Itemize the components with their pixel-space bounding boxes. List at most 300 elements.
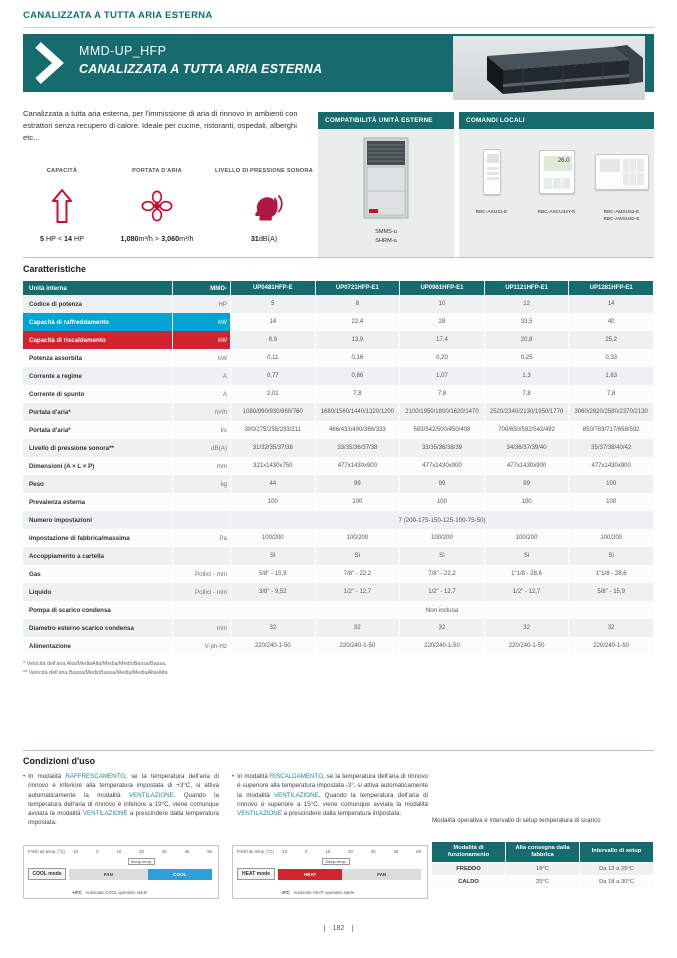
- row-value: 100: [569, 475, 654, 493]
- condition-text-seg: VENTILAZIONE: [82, 810, 128, 818]
- row-value: 583/542/500/450/408: [400, 421, 485, 439]
- row-value: 100: [231, 493, 316, 511]
- table-row: [23, 583, 654, 601]
- row-value: 5: [231, 295, 316, 313]
- diagram-tick: 0: [96, 849, 99, 854]
- row-label: Impostazione di fabbrica/massima: [23, 529, 173, 547]
- row-value: 7,8: [316, 385, 401, 403]
- header-band: [23, 34, 654, 92]
- spec-item: [23, 168, 101, 243]
- diagram-bar: [278, 858, 421, 880]
- condition-text-seg: . Quando la temperatura dell'aria di rinnovo è superiore a 15°C, viene comunque avviata la modalità: [237, 791, 428, 808]
- table-header-model: UP0481HFP-E: [231, 281, 316, 295]
- setup-table-row: [432, 876, 654, 889]
- condition-text-seg: VENTILAZIONE: [237, 810, 282, 818]
- table-header-model: UP0961HFP-E1: [400, 281, 485, 295]
- row-value: 5/8" - 15,9: [231, 565, 316, 583]
- diagram-note: [72, 890, 147, 895]
- diagram-tick: 50: [207, 849, 212, 854]
- table-row: [23, 349, 654, 367]
- compat-caption-line2: SHRM-a: [375, 237, 397, 244]
- diagram-tick: 20: [139, 849, 144, 854]
- row-value: 32: [485, 619, 570, 637]
- remote-column-2: [524, 141, 589, 257]
- setup-cell: 25°C: [506, 876, 580, 889]
- row-value: 0,33: [569, 349, 654, 367]
- row-unit: [173, 547, 231, 565]
- controller-buttons: [544, 178, 570, 189]
- condition-bullet: [232, 772, 428, 828]
- characteristics-table: [23, 281, 654, 655]
- table-footnotes: [23, 660, 168, 678]
- fan-icon: [140, 184, 174, 228]
- row-value: 220/240-1-50: [569, 637, 654, 655]
- page-title: CANALIZZATA A TUTTA ARIA ESTERNA: [79, 62, 323, 76]
- panel-comandi-body: [459, 129, 654, 257]
- diagram-tick: 10: [325, 849, 331, 854]
- spec-list: [23, 168, 315, 243]
- page-number-value: 182: [324, 925, 354, 932]
- row-value: Sì: [400, 547, 485, 565]
- row-label: Portata d'aria*: [23, 403, 173, 421]
- row-value: 8: [316, 295, 401, 313]
- spec-value-seg: HP: [72, 234, 85, 243]
- condition-text-seg: RAFFRESCAMENTO: [65, 773, 126, 780]
- table-row: [23, 313, 654, 331]
- spec-label: LIVELLO DI PRESSIONE SONORA: [215, 168, 313, 174]
- bullet-dot: •: [23, 773, 26, 780]
- conditions-columns: [23, 772, 429, 828]
- row-unit: kW: [173, 349, 231, 367]
- row-label: Capacità di raffreddamento: [23, 313, 173, 331]
- diagram-tick: 40: [184, 849, 190, 854]
- page-eyebrow: CANALIZZATA A TUTTA ARIA ESTERNA: [23, 10, 213, 21]
- row-unit: l/s: [173, 421, 231, 439]
- row-unit: mm: [173, 619, 231, 637]
- setup-cell: 18°C: [506, 863, 580, 876]
- row-merged-value: Non inclusa: [231, 601, 654, 619]
- diagram-bar-row: [237, 858, 421, 880]
- row-unit: [173, 511, 231, 529]
- table-row: [23, 457, 654, 475]
- wall-controller-image: [539, 150, 575, 194]
- row-value: 12: [485, 295, 570, 313]
- row-label: Pompa di scarico condensa: [23, 601, 173, 619]
- row-value: 100/200: [485, 529, 570, 547]
- row-value: 25,2: [569, 331, 654, 349]
- diagram-tick: 50: [416, 849, 421, 854]
- diagram-tick: 0: [305, 849, 308, 854]
- table-row: [23, 295, 654, 313]
- row-value: 477x1430x900: [400, 457, 485, 475]
- row-value: 14: [231, 313, 316, 331]
- panel-compatibilita-title: COMPATIBILITÀ UNITÀ ESTERNE: [318, 112, 454, 129]
- sound-pressure-head-icon: [245, 184, 283, 228]
- top-rule: [23, 27, 654, 28]
- table-row: [23, 511, 654, 529]
- row-value: 1/2" - 12,7: [316, 583, 401, 601]
- setup-cell: Da 13 a 25°C: [580, 863, 654, 876]
- diagram-tick: 30: [370, 849, 376, 854]
- spec-value: [251, 234, 277, 243]
- row-label: Potenza assorbita: [23, 349, 173, 367]
- diagram-cool: [23, 845, 219, 899]
- row-value: 1/2" - 12,7: [485, 583, 570, 601]
- spec-item: [101, 168, 213, 243]
- compat-caption: [318, 228, 454, 245]
- diagram-segment-fan: FAN: [342, 869, 421, 880]
- diagram-scale: [281, 849, 421, 854]
- diagram-bar: [69, 858, 212, 880]
- remote-caption-3-line2: RBC-AWSU52-E: [603, 217, 640, 223]
- row-value: 2100/1950/1800/1620/1470: [400, 403, 485, 421]
- product-photo: [453, 36, 645, 100]
- remote-screen: [487, 154, 499, 163]
- table-row: [23, 601, 654, 619]
- condition-text-seg: . Quando la temperatura dell'aria di rinnovo è inferiore a 19°C, viene comunque avviata la modalità: [28, 791, 219, 818]
- panel-controller-image: [595, 154, 649, 190]
- condition-text-seg: , se la temperatura dell'aria di rinnovo è superiore alla temperatura impostata -3°, si attiva automaticamente la modalità: [237, 773, 428, 799]
- row-value: 28: [400, 313, 485, 331]
- table-row: [23, 403, 654, 421]
- row-unit: dB(A): [173, 439, 231, 457]
- diagram-tick: 20: [348, 849, 353, 854]
- setup-cell: Da 18 a 30°C: [580, 876, 654, 889]
- remote-column-1: [459, 141, 524, 257]
- diagram-offset: +3°C: [72, 890, 82, 895]
- table-row: [23, 637, 654, 655]
- condition-text: [237, 772, 428, 828]
- remote-caption-1: RBC-AXU31-E: [475, 210, 508, 215]
- spec-label: CAPACITÀ: [46, 168, 78, 174]
- row-unit: [173, 493, 231, 511]
- row-label: Prevalenza esterna: [23, 493, 173, 511]
- table-row: [23, 547, 654, 565]
- condition-text-seg: a prescindere dalla temperatura impostata.: [281, 810, 402, 818]
- row-value: 1080/990/930/860/760: [231, 403, 316, 421]
- spec-item: [213, 168, 315, 243]
- conditions-title: Condizioni d'uso: [23, 756, 96, 766]
- table-header-label: Unità interna: [23, 281, 173, 295]
- ducted-unit-illustration: [453, 36, 645, 100]
- row-unit: kg: [173, 475, 231, 493]
- chevron-icon: [33, 42, 65, 84]
- panel-comandi: [459, 112, 654, 257]
- condition-text-seg: a prescindere dalla temperatura impostata.: [28, 810, 219, 827]
- spec-value-seg: 5: [39, 234, 44, 243]
- spec-value-seg: m³/h: [179, 234, 194, 243]
- condition-text-seg: In modalità: [28, 773, 66, 780]
- table-row: [23, 385, 654, 403]
- compat-caption-line1: SMMS-u: [375, 229, 397, 236]
- row-value: 35/37/38/40/42: [569, 439, 654, 457]
- row-unit: A: [173, 367, 231, 385]
- spec-value: [40, 234, 84, 243]
- row-value: 1,3: [485, 367, 570, 385]
- row-value: 32: [316, 619, 401, 637]
- row-value: 850/783/717/658/592: [569, 421, 654, 439]
- condition-text-seg: RISCALDAMENTO: [269, 773, 324, 780]
- row-value: 99: [400, 475, 485, 493]
- row-value: 31/32/35/37/38: [231, 439, 316, 457]
- row-label: Portata d'aria*: [23, 421, 173, 439]
- diagram-axis-label: Fresh air temp. (°C): [237, 849, 274, 854]
- diagram-segment-heat: HEAT: [278, 869, 342, 880]
- row-value: 13,9: [316, 331, 401, 349]
- row-value: 22,4: [316, 313, 401, 331]
- setup-table-header-row: [432, 842, 654, 863]
- row-label: Peso: [23, 475, 173, 493]
- row-value: 700/650/592/542/492: [485, 421, 570, 439]
- row-value: 32: [400, 619, 485, 637]
- spec-value-seg: 31: [250, 234, 259, 243]
- controller-display: 26.0: [544, 156, 572, 171]
- table-row: [23, 367, 654, 385]
- spec-value-seg: 3,060: [161, 234, 180, 243]
- comandi-remotes: [459, 129, 654, 257]
- row-value: 477x1430x900: [485, 457, 570, 475]
- table-row: [23, 565, 654, 583]
- row-value: 10: [400, 295, 485, 313]
- remote-caption-3: [603, 209, 639, 223]
- spec-label: PORTATA D'ARIA: [132, 168, 182, 174]
- table-header-model: UP0721HFP-E1: [316, 281, 401, 295]
- condition-text-seg: , se la temperatura dell'aria di rinnovo è inferiore alla temperatura impostata di +3°C, si attiva automaticamente la modalità: [28, 773, 219, 799]
- setup-header-cell: Intervallo di setup: [580, 842, 654, 863]
- diagram-setup-label: Setup temp.: [322, 858, 350, 865]
- row-value: 3/8" - 9,52: [231, 583, 316, 601]
- setup-caption: Modalità operativa e intervallo di setup temperatura di scarico: [432, 817, 601, 824]
- row-value: 300/275/258/233/211: [231, 421, 316, 439]
- diagram-bar-row: [28, 858, 212, 880]
- diagram-mode-label: HEAT mode: [237, 868, 275, 880]
- row-value: 40: [569, 313, 654, 331]
- remote-column-3: [589, 141, 654, 257]
- remote-caption-3-line1: RBC-AMSU52-E: [603, 210, 640, 215]
- remote-caption-2: RBC-ASCU32Y-E: [537, 210, 576, 215]
- row-value: Sì: [569, 547, 654, 565]
- row-value: 33/35/36/37/38: [316, 439, 401, 457]
- diagram-scale: [72, 849, 212, 854]
- row-label: Diametro esterno scarico condensa: [23, 619, 173, 637]
- header-titles: [79, 44, 322, 76]
- row-value: 1,83: [569, 367, 654, 385]
- row-value: 0,11: [231, 349, 316, 367]
- wired-remote-image: [483, 149, 501, 195]
- diagram-mode-label: COOL mode: [28, 868, 66, 880]
- row-value: 100/200: [400, 529, 485, 547]
- row-value: 1680/1560/1440/1320/1200: [316, 403, 401, 421]
- row-unit: m³/h: [173, 403, 231, 421]
- row-value: 100: [569, 493, 654, 511]
- table-row: [23, 439, 654, 457]
- row-value: 466/433/400/366/333: [316, 421, 401, 439]
- row-value: 34/36/37/39/40: [485, 439, 570, 457]
- row-value: 100/200: [569, 529, 654, 547]
- row-value: 7/8" - 22,2: [316, 565, 401, 583]
- panel-compatibilita: [318, 112, 454, 257]
- row-value: 1"1/8 - 28,6: [569, 565, 654, 583]
- row-value: 220/240-1-50: [400, 637, 485, 655]
- row-unit: V-ph-Hz: [173, 637, 231, 655]
- row-value: 8,9: [231, 331, 316, 349]
- row-value: 0,16: [316, 349, 401, 367]
- row-value: Sì: [231, 547, 316, 565]
- diagram-setup-label: Setup temp.: [128, 858, 156, 865]
- row-value: 32: [231, 619, 316, 637]
- diagram-note: [281, 890, 354, 895]
- row-merged-value: 7 (200-175-150-125-100-75-50): [231, 511, 654, 529]
- row-value: 0,25: [485, 349, 570, 367]
- condition-text-seg: VENTILAZIONE: [128, 791, 174, 799]
- row-value: 321x1430x750: [231, 457, 316, 475]
- setup-table: [432, 842, 654, 889]
- row-value: 220/240-1-50: [231, 637, 316, 655]
- diagram-tick: -10: [72, 849, 79, 854]
- setup-cell: FREDDO: [432, 863, 506, 876]
- footnote-2: ** Velocità dell'aria Bassa/MedioBassa/Media/MediaAlta/Alta: [23, 670, 168, 677]
- diagram-note-text: Automatic COOL operation starts: [85, 890, 148, 895]
- panel-comandi-title: COMANDI LOCALI: [459, 112, 654, 129]
- row-value: 100: [485, 493, 570, 511]
- capacity-arrow-icon: [51, 184, 73, 228]
- diagram-segment-fan: FAN: [69, 869, 148, 880]
- table-row: [23, 331, 654, 349]
- row-value: 33,5: [485, 313, 570, 331]
- row-value: Sì: [485, 547, 570, 565]
- diagram-tick: -10: [281, 849, 288, 854]
- condition-text-seg: In modalità: [237, 773, 270, 780]
- row-value: 100/200: [316, 529, 401, 547]
- row-unit: [173, 601, 231, 619]
- row-value: 2,01: [231, 385, 316, 403]
- diagram-heat: [232, 845, 428, 899]
- row-label: Alimentazione: [23, 637, 173, 655]
- row-value: 0,20: [400, 349, 485, 367]
- row-value: 1"1/8 - 28,6: [485, 565, 570, 583]
- row-value: 7,8: [569, 385, 654, 403]
- row-value: 100/200: [231, 529, 316, 547]
- setup-table-row: [432, 863, 654, 876]
- diagram-note-text: Automatic HEAT operation starts: [293, 890, 355, 895]
- row-label: Numero impostazioni: [23, 511, 173, 529]
- condition-text: [28, 772, 219, 828]
- table-row: [23, 529, 654, 547]
- condition-bullet: [23, 772, 219, 828]
- row-label: Codice di potenza: [23, 295, 173, 313]
- page-number: [0, 925, 677, 932]
- row-value: 100: [400, 493, 485, 511]
- row-value: 1/2" - 12,7: [400, 583, 485, 601]
- row-label: Liquido: [23, 583, 173, 601]
- diagram-offset: -3°C: [281, 890, 290, 895]
- row-value: 14: [569, 295, 654, 313]
- section-rule-conditions: [23, 750, 654, 751]
- setup-header-cell: Modalità di funzionamento: [432, 842, 506, 863]
- bullet-dot: •: [232, 773, 235, 780]
- row-label: Dimensioni (A × L × P): [23, 457, 173, 475]
- row-value: 99: [485, 475, 570, 493]
- row-value: 0,86: [316, 367, 401, 385]
- row-value: 0,77: [231, 367, 316, 385]
- model-name: MMD-UP_HFP: [79, 44, 167, 58]
- spec-value-seg: dB(A): [258, 234, 278, 243]
- row-value: 477x1430x900: [569, 457, 654, 475]
- row-value: 220/240-1-50: [316, 637, 401, 655]
- spec-value-seg: 14: [64, 234, 73, 243]
- panel-controller-screen: [600, 159, 620, 172]
- row-label: Accoppiamento a cartella: [23, 547, 173, 565]
- diagram-tick: 10: [116, 849, 122, 854]
- section-rule-characteristics: [23, 257, 654, 258]
- row-value: 477x1430x900: [316, 457, 401, 475]
- row-unit: mm: [173, 457, 231, 475]
- table-row: [23, 421, 654, 439]
- diagram-axis-label: Fresh air temp. (°C): [28, 849, 65, 854]
- setup-cell: CALDO: [432, 876, 506, 889]
- panel-compatibilita-body: [318, 129, 454, 257]
- setup-header-cell: Alla consegna dalla fabbrica: [506, 842, 580, 863]
- intro-paragraph: Canalizzata a tutta aria esterna, per l'immissione di aria di rinnovo in ambienti con estrattori senza recupero di calore. Ideale per cucine, ristoranti, ospedali, alberghi etc...: [23, 109, 298, 142]
- row-value: Sì: [316, 547, 401, 565]
- row-unit: A: [173, 385, 231, 403]
- row-value: 32: [569, 619, 654, 637]
- spec-value: [121, 234, 194, 243]
- row-label: Capacità di riscaldamento: [23, 331, 173, 349]
- row-value: 7,8: [400, 385, 485, 403]
- table-header-model: UP1121HFP-E1: [485, 281, 570, 295]
- spec-value-seg: HP <: [43, 234, 65, 243]
- row-value: 7/8" - 22,2: [400, 565, 485, 583]
- table-header-row: [23, 281, 654, 295]
- characteristics-title: Caratteristiche: [23, 264, 87, 274]
- table-row: [23, 619, 654, 637]
- spec-value-seg: m³/h >: [138, 234, 162, 243]
- table-row: [23, 475, 654, 493]
- row-label: Livello di pressione sonora**: [23, 439, 173, 457]
- diagram-tick: 30: [161, 849, 167, 854]
- row-value: 1,07: [400, 367, 485, 385]
- row-value: 2520/2340/2130/1950/1770: [485, 403, 570, 421]
- row-value: 99: [316, 475, 401, 493]
- row-label: Corrente di spunto: [23, 385, 173, 403]
- diagram-segment-cool: COOL: [148, 869, 212, 880]
- row-value: 5/8" - 15,9: [569, 583, 654, 601]
- footnote-1: * Velocità dell'aria Alta/MediaAlta/Media/MedioBassa/Bassa.: [23, 661, 167, 667]
- row-unit: kW: [173, 313, 231, 331]
- table-header-model: UP1281HFP-E1: [569, 281, 654, 295]
- row-label: Corrente a regime: [23, 367, 173, 385]
- row-value: 220/240-1-50: [485, 637, 570, 655]
- row-unit: Pa: [173, 529, 231, 547]
- row-value: 20,8: [485, 331, 570, 349]
- diagram-tick: 40: [393, 849, 399, 854]
- row-value: 44: [231, 475, 316, 493]
- outdoor-unit-image: [363, 137, 409, 224]
- condition-text-seg: VENTILAZIONE: [273, 791, 319, 799]
- row-unit: Pollici - mm: [173, 583, 231, 601]
- remote-buttons: [487, 167, 499, 182]
- row-value: 7,8: [485, 385, 570, 403]
- row-value: 100: [316, 493, 401, 511]
- row-value: 17,4: [400, 331, 485, 349]
- row-label: Gas: [23, 565, 173, 583]
- table-header-unit: MMD-: [173, 281, 231, 295]
- row-value: 33/35/36/38/39: [400, 439, 485, 457]
- row-value: 3060/2820/2580/2370/2130: [569, 403, 654, 421]
- panel-controller-buttons: [623, 159, 644, 185]
- row-unit: Pollici - mm: [173, 565, 231, 583]
